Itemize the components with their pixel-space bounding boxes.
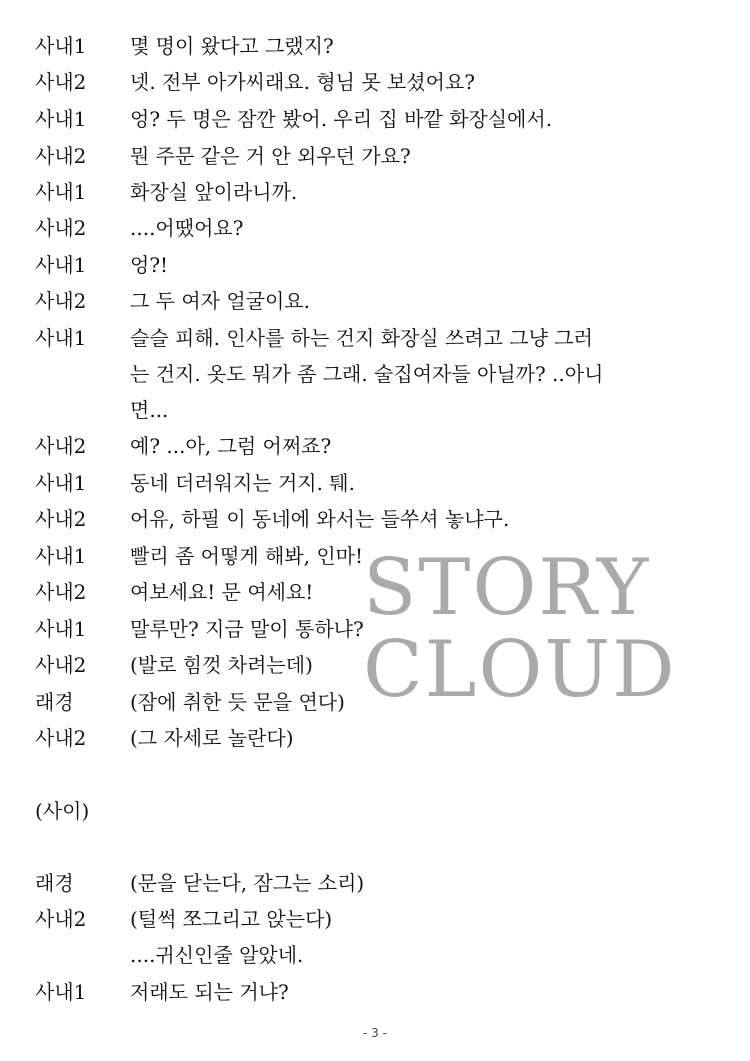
dialogue-line bbox=[35, 869, 364, 897]
dialogue-text: 엉? 두 명은 잠깐 봤어. 우리 집 바깥 화장실에서. bbox=[130, 107, 553, 131]
dialogue-line bbox=[35, 251, 168, 279]
dialogue-line bbox=[35, 178, 297, 206]
dialogue-continuation bbox=[130, 396, 168, 424]
speaker-name: 사내1 bbox=[35, 107, 87, 131]
speaker-name: 사내1 bbox=[35, 544, 87, 568]
speaker-name: 사내2 bbox=[35, 907, 87, 931]
speaker-name: 사내2 bbox=[35, 580, 87, 604]
speaker-name: 사내2 bbox=[35, 70, 87, 94]
dialogue-text: 뭔 주문 같은 거 안 외우던 가요? bbox=[130, 144, 411, 168]
dialogue-text: 빨리 좀 어떻게 해봐, 인마! bbox=[130, 544, 364, 568]
watermark-logo bbox=[355, 543, 685, 728]
speaker-name: 사내2 bbox=[35, 507, 87, 531]
dialogue-text: 화장실 앞이라니까. bbox=[130, 180, 298, 204]
dialogue-line bbox=[35, 615, 364, 643]
dialogue-text: (그 자세로 놀란다) bbox=[130, 726, 294, 750]
dialogue-text: 여보세요! 문 여세요! bbox=[130, 580, 314, 604]
speaker-name: 사내1 bbox=[35, 471, 87, 495]
dialogue-text: (발로 힘껏 차려는데) bbox=[130, 653, 313, 677]
dialogue-line bbox=[35, 724, 294, 752]
dialogue-continuation bbox=[130, 941, 303, 969]
dialogue-line bbox=[35, 432, 331, 460]
dialogue-line bbox=[35, 32, 334, 60]
dialogue-text: 동네 더러워지는 거지. 퉤. bbox=[130, 471, 355, 495]
dialogue-text: 는 건지. 옷도 뭐가 좀 그래. 술집여자들 아닐까? ..아니 bbox=[130, 362, 604, 386]
dialogue-text: 엉?! bbox=[130, 253, 169, 277]
dialogue-text: 말루만? 지금 말이 통하냐? bbox=[130, 617, 364, 641]
dialogue-text: 저래도 되는 거냐? bbox=[130, 980, 289, 1004]
dialogue-line bbox=[35, 142, 411, 170]
dialogue-line bbox=[35, 287, 310, 315]
page-number: - 3 - bbox=[363, 1026, 387, 1040]
watermark-line: STORY bbox=[363, 543, 651, 633]
speaker-name: 사내2 bbox=[35, 434, 87, 458]
dialogue-continuation bbox=[130, 360, 603, 388]
dialogue-line bbox=[35, 688, 345, 716]
dialogue-text: 슬슬 피해. 인사를 하는 건지 화장실 쓰려고 그냥 그러 bbox=[130, 326, 593, 350]
dialogue-text: 그 두 여자 얼굴이요. bbox=[130, 289, 310, 313]
speaker-name: 사내1 bbox=[35, 253, 87, 277]
speaker-name: 사내2 bbox=[35, 653, 87, 677]
dialogue-text: (잠에 취한 듯 문을 연다) bbox=[130, 690, 345, 714]
watermark-line: CLOUD bbox=[363, 625, 677, 715]
scene-direction: (사이) bbox=[35, 799, 90, 823]
speaker-name: 래경 bbox=[35, 690, 74, 714]
dialogue-text: 몇 명이 왔다고 그랬지? bbox=[130, 34, 334, 58]
dialogue-line bbox=[35, 105, 552, 133]
dialogue-text: (문을 닫는다, 잠그는 소리) bbox=[130, 871, 365, 895]
dialogue-text: 어유, 하필 이 동네에 와서는 들쑤셔 놓냐구. bbox=[130, 507, 510, 531]
dialogue-text: 면... bbox=[130, 398, 169, 422]
dialogue-line bbox=[35, 505, 509, 533]
dialogue-line bbox=[35, 905, 332, 933]
dialogue-text: ....귀신인줄 알았네. bbox=[130, 943, 304, 967]
speaker-name: 사내1 bbox=[35, 180, 87, 204]
dialogue-line bbox=[35, 214, 243, 242]
speaker-name: 사내2 bbox=[35, 289, 87, 313]
speaker-name: 사내2 bbox=[35, 726, 87, 750]
dialogue-text: 넷. 전부 아가씨래요. 형님 못 보셨어요? bbox=[130, 70, 476, 94]
speaker-name: 사내1 bbox=[35, 980, 87, 1004]
dialogue-line bbox=[35, 68, 475, 96]
speaker-name: 사내1 bbox=[35, 326, 87, 350]
dialogue-line bbox=[35, 324, 593, 352]
dialogue-text: (털썩 쪼그리고 앉는다) bbox=[130, 907, 333, 931]
dialogue-line bbox=[35, 578, 313, 606]
speaker-name: 사내2 bbox=[35, 144, 87, 168]
dialogue-text: 예? ...아, 그럼 어쩌죠? bbox=[130, 434, 332, 458]
dialogue-text: ....어땠어요? bbox=[130, 216, 244, 240]
dialogue-line bbox=[35, 978, 289, 1006]
dialogue-line bbox=[35, 542, 363, 570]
speaker-name: 사내2 bbox=[35, 216, 87, 240]
dialogue-line bbox=[35, 469, 355, 497]
speaker-name: 사내1 bbox=[35, 617, 87, 641]
dialogue-line bbox=[35, 651, 313, 679]
speaker-name: 사내1 bbox=[35, 34, 87, 58]
speaker-name: 래경 bbox=[35, 871, 74, 895]
